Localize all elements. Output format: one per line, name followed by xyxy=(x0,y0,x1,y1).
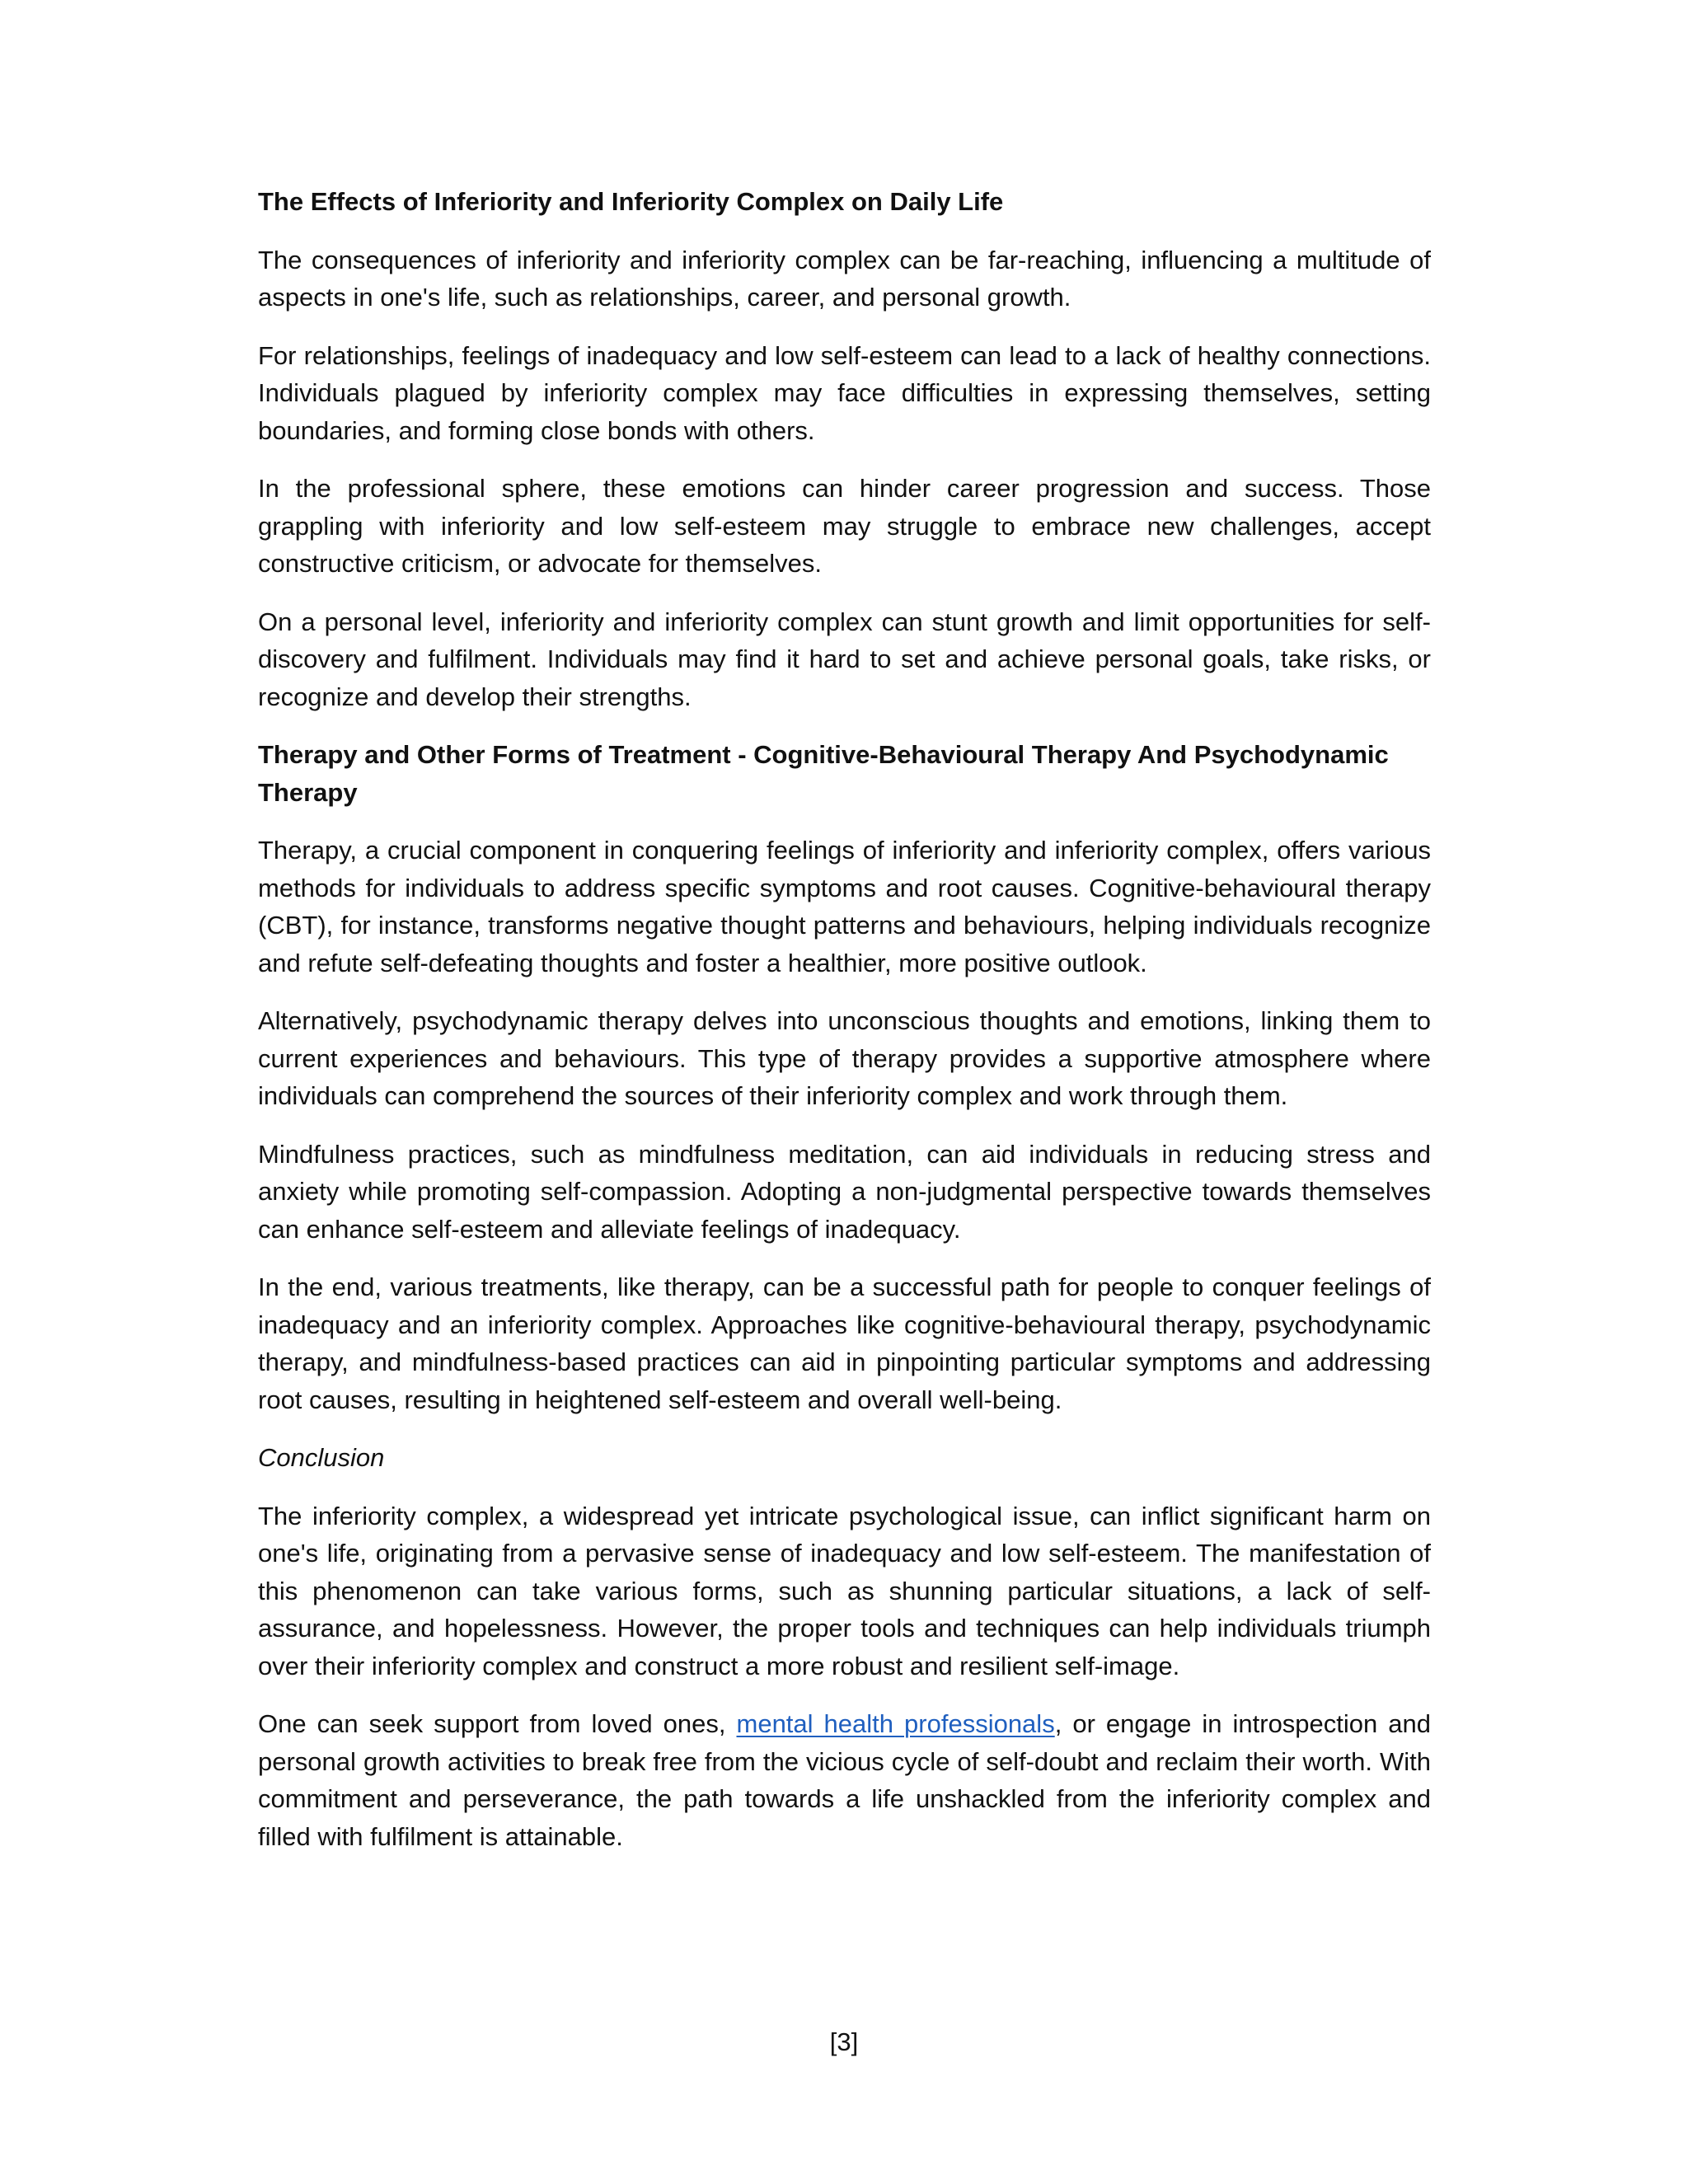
paragraph-seek-support xyxy=(258,1705,1431,1855)
paragraph-professional: In the professional sphere, these emotions can hinder career progression and success. Those grappling with inferiority and low self-esteem may struggle to embrace new challenges, accept constructive criticism, or advocate for themselves. xyxy=(258,474,1431,578)
seek-support-text-before: One can seek support from loved ones, xyxy=(258,1709,737,1738)
paragraph-personal-level: On a personal level, inferiority and inferiority complex can stunt growth and limit opportunities for self-discovery and fulfilment. Individuals may find it hard to set and achieve personal goals, take risks, or recognize and develop their strengths. xyxy=(258,607,1431,711)
paragraph-therapy-cbt: Therapy, a crucial component in conquering feelings of inferiority and inferiority complex, offers various methods for individuals to address specific symptoms and root causes. Cognitive-behavioural therapy (CBT), for instance, transforms negative thought patterns and behaviours, helping individuals recognize and refute self-defeating thoughts and foster a healthier, more positive outlook. xyxy=(258,836,1431,977)
paragraph-relationships: For relationships, feelings of inadequacy and low self-esteem can lead to a lack of healthy connections. Individuals plagued by inferiority complex may face difficulties in expressing themselves, setting boundaries, and forming close bonds with others. xyxy=(258,340,1431,445)
paragraph-conclusion: The inferiority complex, a widespread yet intricate psychological issue, can inflict significant harm on one's life, originating from a pervasive sense of inadequacy and low self-esteem. The manifestation of this phenomenon can take various forms, such as shunning particular situations, a lack of self-assurance, and hopelessness. However, the proper tools and techniques can help individuals triumph over their inferiority complex and construct a more robust and resilient self-image. xyxy=(258,1501,1431,1680)
paragraph-mindfulness: Mindfulness practices, such as mindfulness meditation, can aid individuals in reducing stress and anxiety while promoting self-compassion. Adopting a non-judgmental perspective towards themselves can enhance self-esteem and alleviate feelings of inadequacy. xyxy=(258,1139,1431,1244)
paragraph-psychodynamic: Alternatively, psychodynamic therapy delves into unconscious thoughts and emotions, linking them to current experiences and behaviours. This type of therapy provides a supportive atmosphere where individuals can comprehend the sources of their inferiority complex and work through them. xyxy=(258,1006,1431,1110)
paragraph-in-the-end: In the end, various treatments, like therapy, can be a successful path for people to conquer feelings of inadequacy and an inferiority complex. Approaches like cognitive-behavioural therapy, psychodynamic therapy, and mindfulness-based practices can aid in pinpointing particular symptoms and addressing root causes, resulting in heightened self-esteem and overall well-being. xyxy=(258,1272,1431,1414)
section-heading-conclusion: Conclusion xyxy=(258,1443,385,1472)
seek-support-text-after: , or engage in introspection and personal growth activities to break free from the vicious cycle of self-doubt and reclaim their worth. With commitment and perseverance, the path towards a life unshackled from the inferiority complex and filled with fulfilment is attainable. xyxy=(258,1709,1432,1851)
page-number: [3] xyxy=(829,2027,859,2056)
section-heading-therapy: Therapy and Other Forms of Treatment - Cognitive-Behavioural Therapy And Psychodynamic Therapy xyxy=(258,740,1389,807)
section-heading-effects: The Effects of Inferiority and Inferiority Complex on Daily Life xyxy=(258,187,1004,216)
document-body xyxy=(258,183,1431,1876)
mental-health-professionals-link[interactable]: mental health professionals xyxy=(736,1709,1055,1738)
paragraph-consequences: The consequences of inferiority and inferiority complex can be far-reaching, influencing a multitude of aspects in one's life, such as relationships, career, and personal growth. xyxy=(258,245,1431,312)
